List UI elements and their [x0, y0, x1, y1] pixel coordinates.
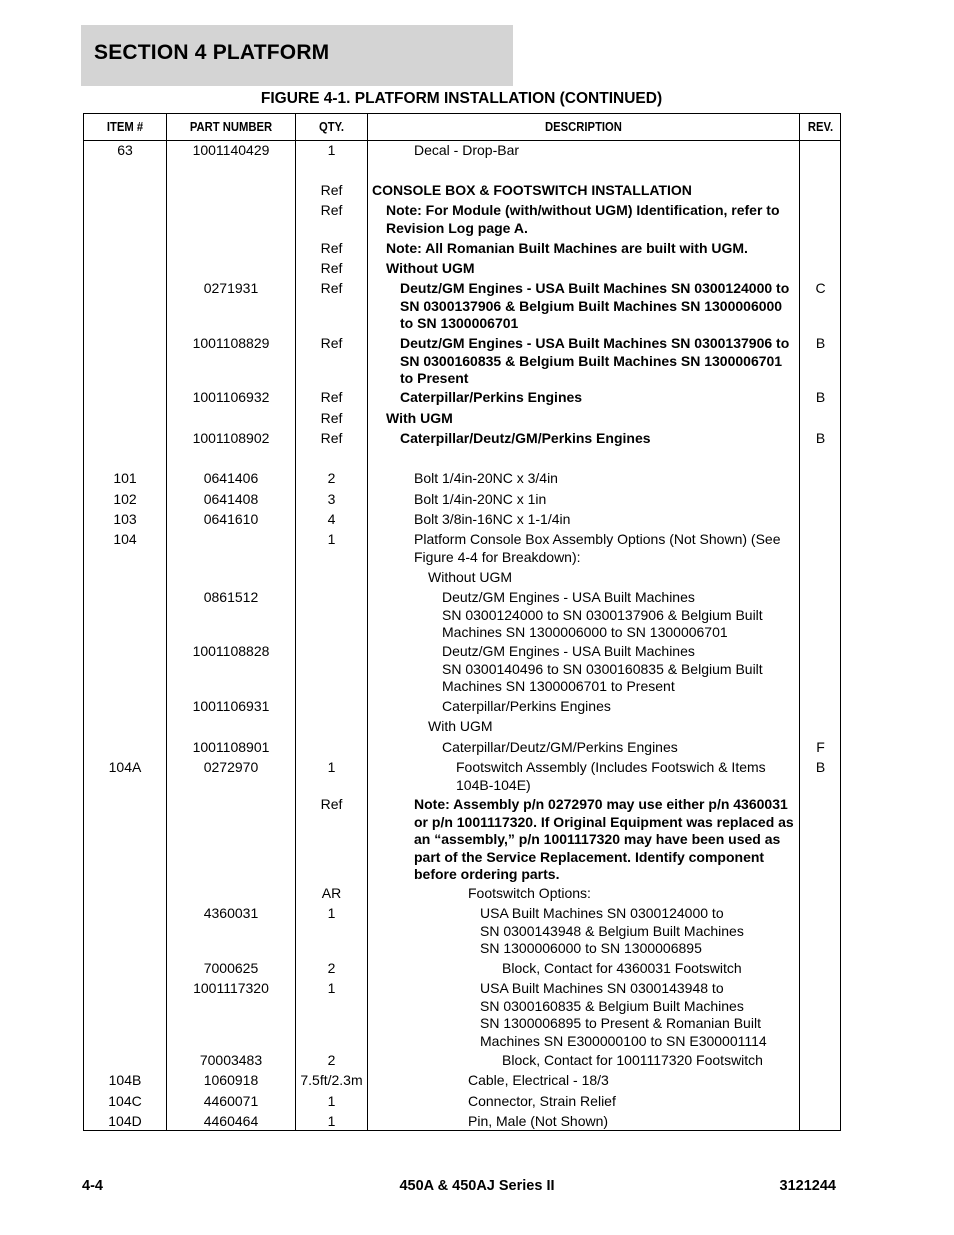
- description-cell: Footswitch Options:: [468, 885, 591, 901]
- item-cell: 104D: [108, 1113, 142, 1129]
- item-cell: 63: [117, 142, 133, 158]
- item-cell: 104: [113, 531, 137, 547]
- description-cell: Bolt 1/4in-20NC x 1in: [414, 491, 547, 507]
- qty-cell: 2: [327, 470, 336, 486]
- part-number-cell: 4460464: [203, 1113, 259, 1129]
- description-cell: Bolt 1/4in-20NC x 3/4in: [414, 470, 558, 486]
- qty-cell: 1: [327, 1093, 336, 1109]
- description-cell: USA Built Machines SN 0300124000 to SN 0300143948 & Belgium Built Machines SN 1300006000 to SN 1300006895: [480, 905, 744, 956]
- qty-cell: Ref: [320, 182, 343, 198]
- description-cell: Caterpillar/Deutz/GM/Perkins Engines: [442, 739, 678, 755]
- qty-cell: 1: [327, 531, 336, 547]
- qty-cell: Ref: [320, 202, 343, 218]
- part-number-cell: 1001108901: [192, 739, 270, 755]
- description-cell: Pin, Male (Not Shown): [468, 1113, 609, 1129]
- description-cell: Block, Contact for 4360031 Footswitch: [502, 960, 742, 976]
- section-title: SECTION 4 PLATFORM: [94, 41, 330, 64]
- col-header-part-number: PART NUMBER: [189, 120, 273, 134]
- qty-cell: 1: [327, 980, 336, 996]
- part-number-cell: 1001106932: [192, 389, 270, 405]
- footer-page-number: 4-4: [82, 1178, 103, 1194]
- part-number-cell: 70003483: [199, 1052, 263, 1068]
- description-cell: Note: All Romanian Built Machines are built with UGM.: [386, 240, 748, 256]
- part-number-cell: 1001108828: [192, 643, 270, 659]
- qty-cell: Ref: [320, 335, 343, 351]
- part-number-cell: 0641406: [203, 470, 259, 486]
- qty-cell: 7.5ft/2.3m: [300, 1072, 363, 1088]
- qty-cell: AR: [321, 885, 342, 901]
- qty-cell: Ref: [320, 410, 343, 426]
- qty-cell: Ref: [320, 430, 343, 446]
- description-cell: Deutz/GM Engines - USA Built Machines SN 0300124000 to SN 0300137906 & Belgium Built Machines SN 1300006000 to SN 1300006701: [400, 280, 790, 331]
- qty-cell: Ref: [320, 280, 343, 296]
- part-number-cell: 7000625: [203, 960, 259, 976]
- footer-doc-number: 3121244: [779, 1178, 836, 1194]
- description-cell: USA Built Machines SN 0300143948 to SN 0300160835 & Belgium Built Machines SN 1300006895 to Present & Romanian Built Machines SN E300000100 to SN E300001114: [480, 980, 767, 1049]
- rev-cell: F: [816, 739, 825, 755]
- description-cell: Without UGM: [428, 569, 513, 585]
- description-cell: Decal - Drop-Bar: [414, 142, 520, 158]
- rev-cell: B: [815, 335, 826, 351]
- description-cell: Cable, Electrical - 18/3: [468, 1072, 609, 1088]
- qty-cell: 1: [327, 759, 336, 775]
- rev-cell: B: [815, 759, 826, 775]
- qty-cell: 1: [327, 1113, 336, 1129]
- description-cell: Connector, Strain Relief: [468, 1093, 616, 1109]
- description-cell: Deutz/GM Engines - USA Built Machines SN 0300140496 to SN 0300160835 & Belgium Built Machines SN 1300006701 to Present: [442, 643, 763, 694]
- part-number-cell: 1001117320: [193, 980, 269, 996]
- item-cell: 103: [113, 511, 137, 527]
- description-cell: Deutz/GM Engines - USA Built Machines SN 0300137906 to SN 0300160835 & Belgium Built Machines SN 1300006701 to Present: [400, 335, 790, 386]
- description-cell: Caterpillar/Deutz/GM/Perkins Engines: [400, 430, 651, 446]
- description-cell: Deutz/GM Engines - USA Built Machines SN 0300124000 to SN 0300137906 & Belgium Built Machines SN 1300006000 to SN 1300006701: [442, 589, 763, 640]
- part-number-cell: 1001108902: [192, 430, 270, 446]
- parts-table: [83, 113, 841, 1131]
- qty-cell: 4: [327, 511, 336, 527]
- qty-cell: 1: [327, 142, 336, 158]
- part-number-cell: 0271931: [203, 280, 259, 296]
- col-header-item: ITEM #: [106, 120, 144, 134]
- description-cell: With UGM: [386, 410, 453, 426]
- description-cell: CONSOLE BOX & FOOTSWITCH INSTALLATION: [372, 182, 692, 198]
- qty-cell: Ref: [320, 796, 343, 812]
- part-number-cell: 1060918: [203, 1072, 259, 1088]
- qty-cell: 2: [327, 1052, 336, 1068]
- description-cell: Caterpillar/Perkins Engines: [442, 698, 611, 714]
- part-number-cell: 1001140429: [192, 142, 270, 158]
- item-cell: 104C: [108, 1093, 142, 1109]
- part-number-cell: 1001108829: [192, 335, 270, 351]
- footer-model: 450A & 450AJ Series II: [399, 1178, 555, 1194]
- figure-title: FIGURE 4-1. PLATFORM INSTALLATION (CONTINUED): [260, 90, 663, 107]
- part-number-cell: 0641408: [203, 491, 259, 507]
- description-cell: Block, Contact for 1001117320 Footswitch: [502, 1052, 763, 1068]
- description-cell: Caterpillar/Perkins Engines: [400, 389, 583, 405]
- qty-cell: Ref: [320, 260, 343, 276]
- qty-cell: 3: [327, 491, 336, 507]
- item-cell: 104B: [108, 1072, 142, 1088]
- section-header: [81, 25, 513, 86]
- rev-cell: C: [815, 280, 826, 296]
- description-cell: Note: Assembly p/n 0272970 may use either p/n 4360031 or p/n 1001117320. If Original Equipment was replaced as an “assembly,” p/n 1001117320 may have been used as part of the Service Replacement. Identify component before ordering parts.: [414, 796, 794, 882]
- part-number-cell: 4460071: [203, 1093, 259, 1109]
- qty-cell: 2: [327, 960, 336, 976]
- item-cell: 104A: [108, 759, 142, 775]
- description-cell: Note: For Module (with/without UGM) Identification, refer to Revision Log page A.: [386, 202, 780, 236]
- item-cell: 102: [113, 491, 137, 507]
- description-cell: Platform Console Box Assembly Options (Not Shown) (See Figure 4-4 for Breakdown):: [414, 531, 781, 565]
- qty-cell: 1: [327, 905, 336, 921]
- col-header-qty: QTY.: [318, 120, 345, 134]
- rev-cell: B: [815, 389, 826, 405]
- part-number-cell: 0861512: [203, 589, 259, 605]
- description-cell: Footswitch Assembly (Includes Footswich & Items 104B-104E): [456, 759, 766, 793]
- description-cell: Bolt 3/8in-16NC x 1-1/4in: [414, 511, 571, 527]
- part-number-cell: 4360031: [203, 905, 259, 921]
- qty-cell: Ref: [320, 389, 343, 405]
- description-cell: With UGM: [428, 718, 493, 734]
- part-number-cell: 0641610: [203, 511, 259, 527]
- table-body: [84, 114, 840, 1130]
- col-header-description: DESCRIPTION: [545, 120, 622, 134]
- item-cell: 101: [113, 470, 137, 486]
- description-cell: Without UGM: [386, 260, 475, 276]
- col-header-rev: REV.: [807, 120, 834, 134]
- qty-cell: Ref: [320, 240, 343, 256]
- part-number-cell: 1001106931: [192, 698, 270, 714]
- part-number-cell: 0272970: [203, 759, 259, 775]
- rev-cell: B: [815, 430, 826, 446]
